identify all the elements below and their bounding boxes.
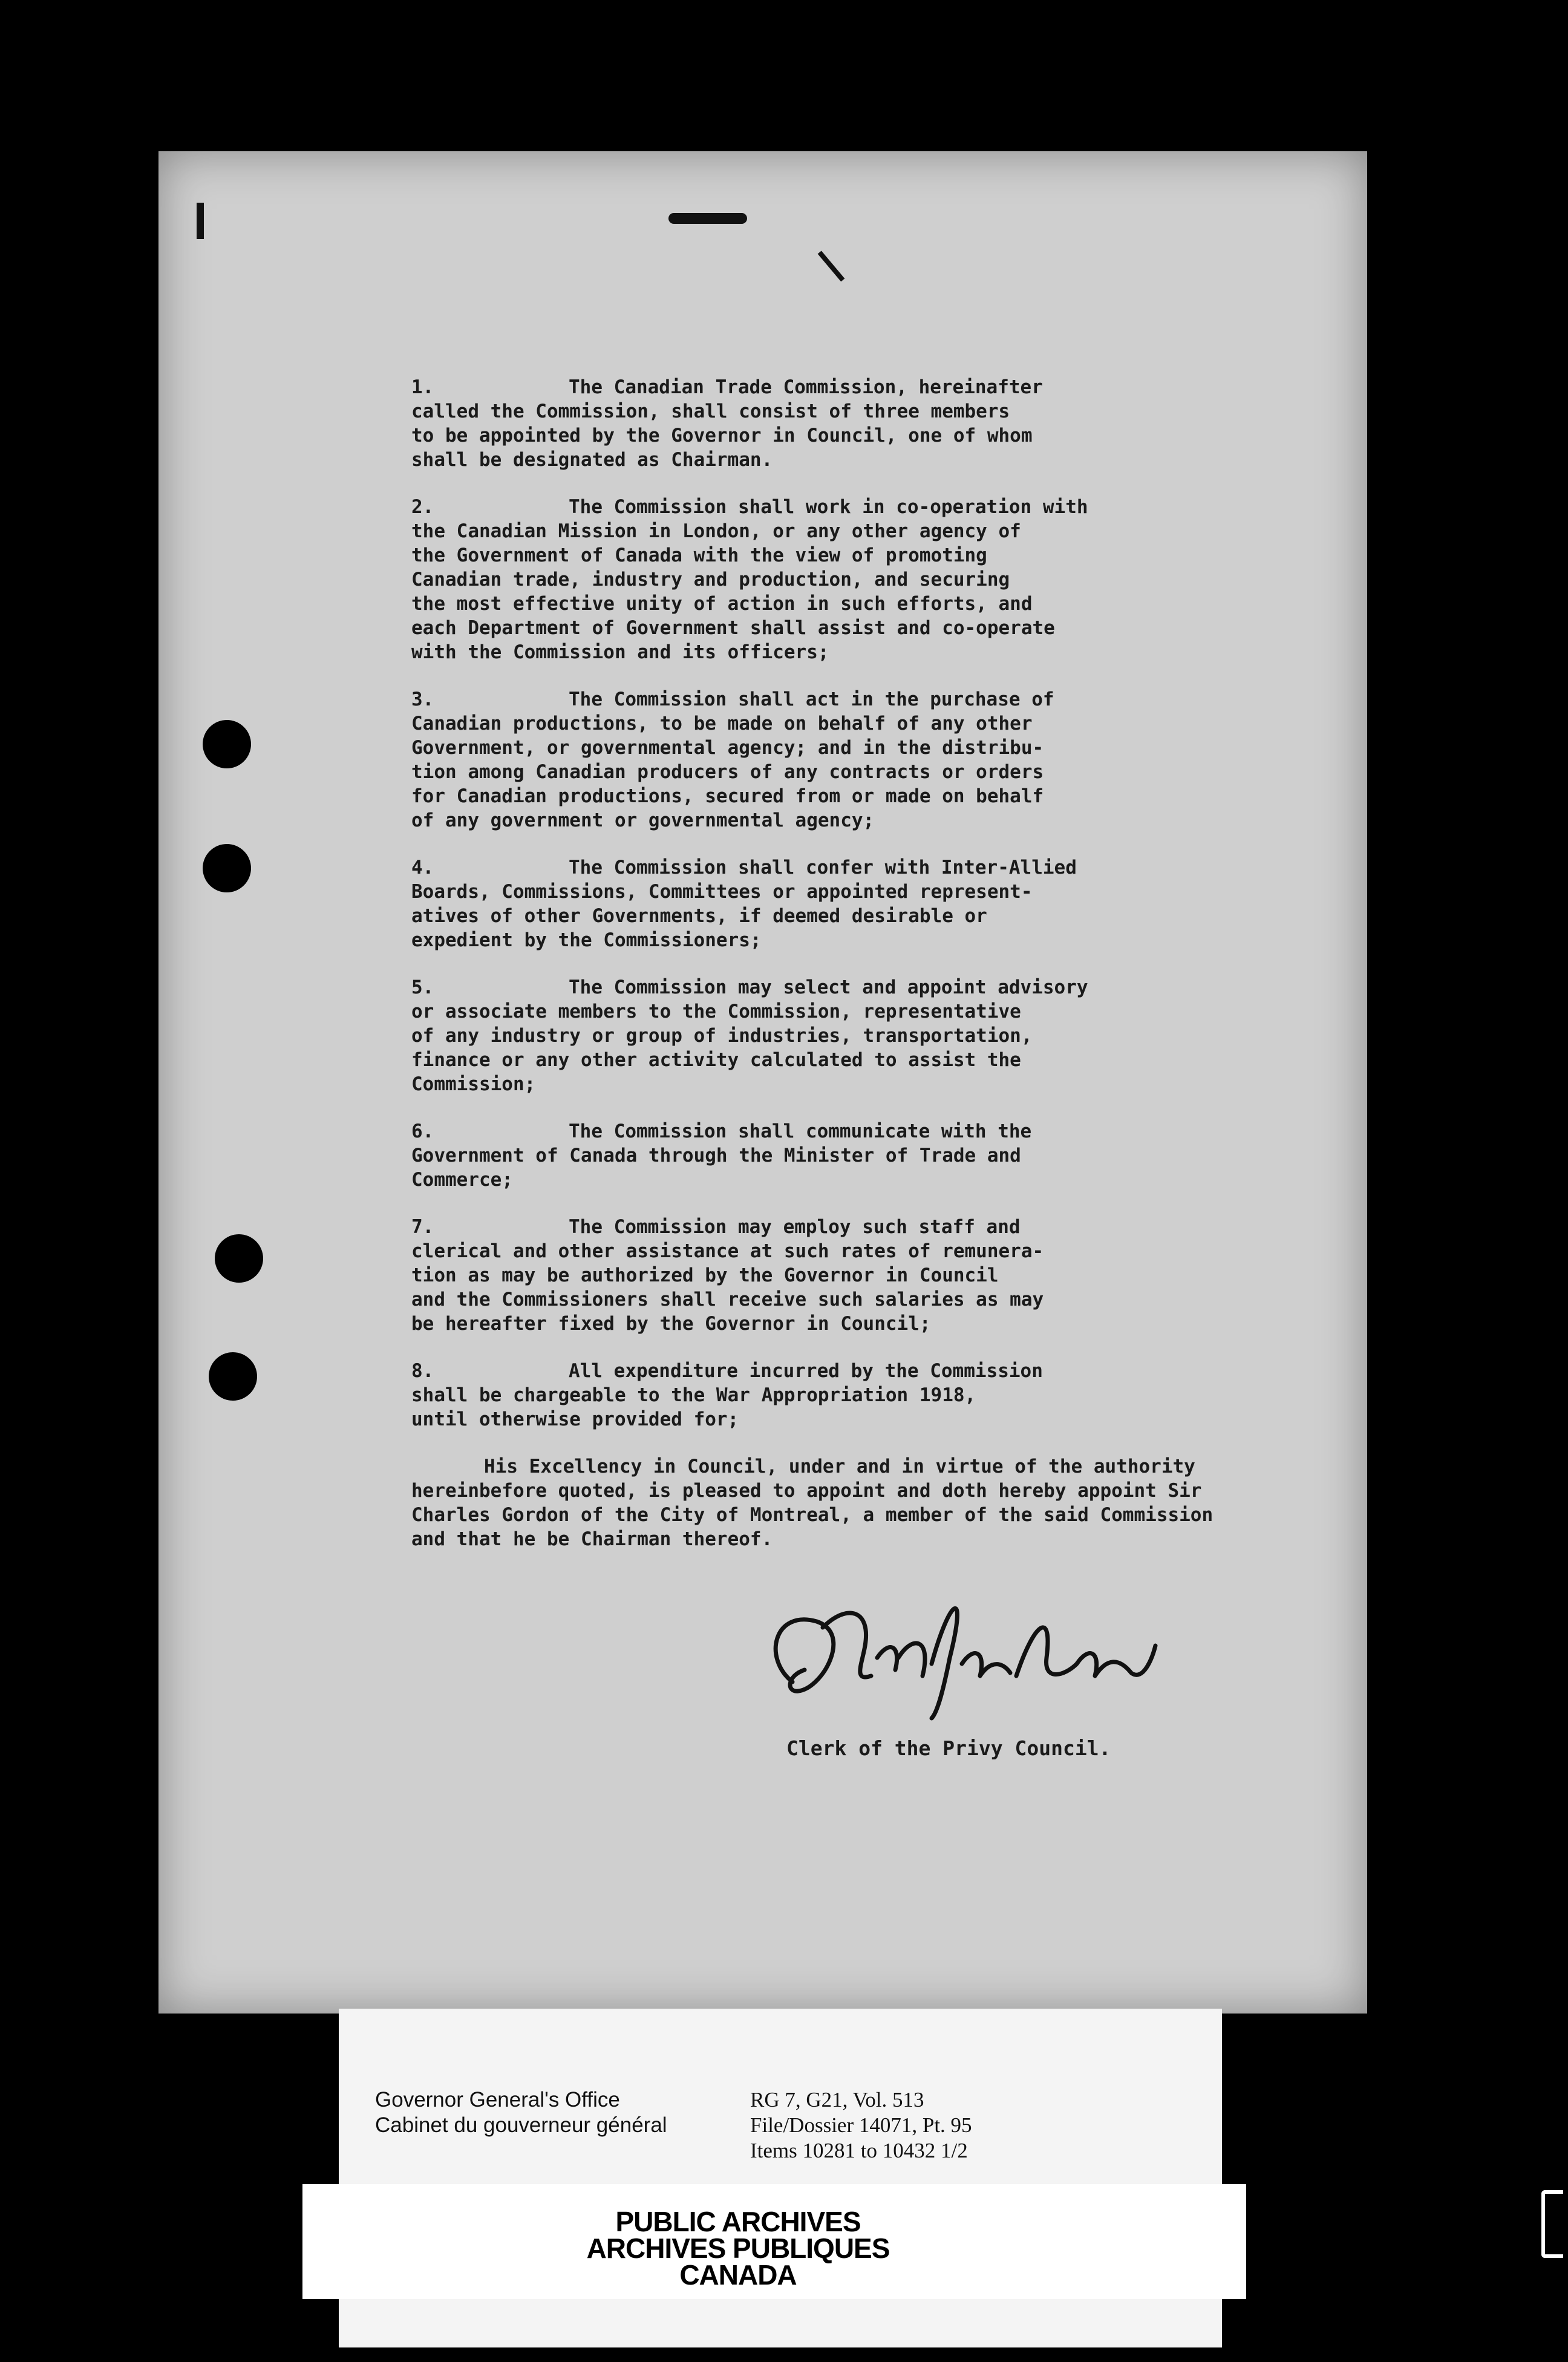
punch-hole [209,1352,257,1401]
punch-hole [203,844,251,892]
signature-caption: Clerk of the Privy Council. [786,1736,1111,1760]
paragraph-1: 1. The Canadian Trade Commission, hereinafter called the Commission, shall consist of three members to be appointed by the Governor in Council, one of whom shall be designated as Chairman. [411,376,1043,471]
paragraph-7: 7. The Commission may employ such staff and clerical and other assistance at such rates of remunera- tion as may be authorized by the Governor in Council and the Commissioners shall receive such salaries as may be hereafter fixed by the Governor in Council; [411,1216,1044,1335]
paragraph-2: 2. The Commission shall work in co-operation with the Canadian Mission in London, or any other agency of the Government of Canada with the view of promoting Canadian trade, industry and production, and securing the most effective unity of action in such efforts, and each Department of Government shall assist and co-operate with the Commission and its officers; [411,496,1088,663]
film-frame-mark [1541,2190,1563,2258]
label-office: Governor General's Office Cabinet du gouverneur général [375,2088,667,2137]
paragraph-5: 5. The Commission may select and appoint advisory or associate members to the Commission, representative of any industry or group of industries, transportation, finance or any other activity calculated to assist the Commission; [411,977,1088,1095]
handwritten-signature [750,1585,1161,1724]
punch-hole [215,1234,263,1283]
order-body [411,375,1246,1574]
archives-stamp: PUBLIC ARCHIVES ARCHIVES PUBLIQUES CANADA [586,2206,890,2291]
corner-mark [197,203,204,239]
paragraph-3: 3. The Commission shall act in the purchase of Canadian productions, to be made on behalf of any other Government, or governmental agency; and in the distribu- tion among Canadian producers of any contracts or orders for Canadian productions, secured from or made on behalf of any government or governmental agency; [411,689,1054,831]
paragraph-4: 4. The Commission shall confer with Inter-Allied Boards, Commissions, Committees or appointed represent- atives of other Governments, if deemed desirable or expedient by the Commissioners; [411,857,1077,951]
closing-paragraph: His Excellency in Council, under and in virtue of the authority hereinbefore quoted, is pleased to appoint and doth hereby appoint Sir Charles Gordon of the City of Montreal, a member of the said Commission and that he be Chairman thereof. [411,1456,1214,1550]
paragraph-6: 6. The Commission shall communicate with the Government of Canada through the Minister of Trade and Commerce; [411,1120,1032,1191]
top-mark [668,213,747,224]
punch-hole [203,720,251,768]
paragraph-8: 8. All expenditure incurred by the Commission shall be chargeable to the War Appropriation 1918, until otherwise provided for; [411,1360,1043,1430]
label-reference: RG 7, G21, Vol. 513 File/Dossier 14071, Pt. 95 Items 10281 to 10432 1/2 [750,2088,972,2162]
